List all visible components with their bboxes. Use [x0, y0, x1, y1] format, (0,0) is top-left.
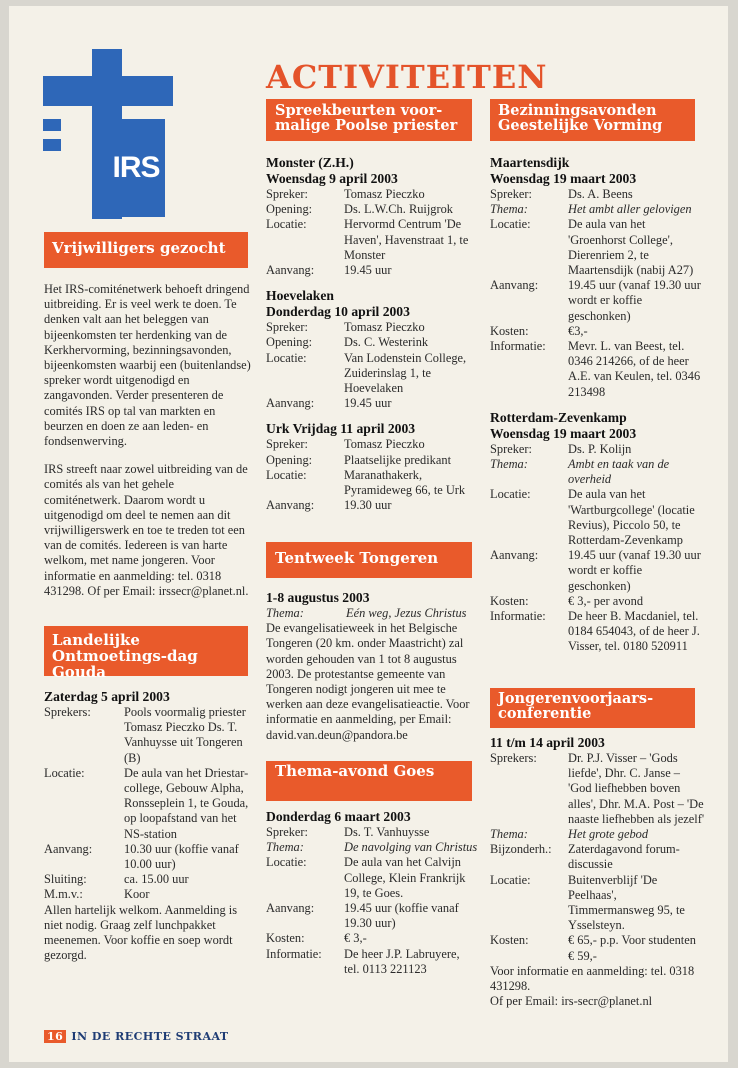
detail-value: De navolging van Christus [344, 840, 478, 855]
detail-value: €3,- [568, 323, 588, 338]
detail-row [490, 873, 705, 934]
detail-value: Dr. P.J. Visser – 'Gods liefde', Dhr. C. Janse – 'God liefhebben boven alles', Dhr. M.A. Post – 'De naaste liefhebben als jezelf' [568, 751, 705, 826]
heading-vrijwilligers: Vrijwilligers gezocht [44, 232, 248, 268]
detail-row [266, 187, 478, 202]
detail-value: De heer J.P. Labruyere, tel. 0113 221123 [344, 946, 460, 976]
detail-row [490, 324, 705, 339]
detail-row [490, 339, 705, 400]
jongeren-section [490, 735, 705, 1009]
detail-value: 19.45 uur [344, 396, 392, 411]
detail-row [266, 931, 478, 946]
detail-row [490, 442, 705, 457]
detail-value: Ds. T. Vanhuysse [344, 825, 430, 839]
intro-paragraph-1: Het IRS-comiténetwerk behoeft dringend uitbreiding. Er is veel werk te doen. Te denken valt aan het beleggen van bijeenkomsten ter herdenking van de Kerkhervorming, bezinningsavonden, bijeenkomsten waarbij een (buitenlandse) spreker wordt uitgenodigd en zangavonden. Verder presenteren de comités IRS op tal van markten en beurzen en doen ze aan leden- en fondsenwerving. [44, 282, 251, 449]
detail-label: Locatie: [266, 467, 307, 482]
detail-row [44, 872, 254, 887]
detail-row [266, 396, 478, 411]
detail-row [490, 278, 705, 324]
logo-cross-horizontal [43, 76, 173, 106]
detail-row [266, 901, 478, 931]
detail-row [490, 842, 705, 872]
detail-row [266, 498, 478, 513]
detail-label: Kosten: [490, 323, 529, 338]
irs-logo [43, 49, 173, 219]
detail-label: Sprekers: [44, 705, 91, 719]
detail-row [266, 468, 478, 498]
detail-value: Ds. P. Kolijn [568, 441, 632, 456]
detail-value: 19.45 uur (vanaf 19.30 uur wordt er koffie geschonken) [568, 278, 701, 323]
detail-value: 19.45 uur (koffie vanaf 19.30 uur) [344, 901, 459, 931]
logo-text: IRS [107, 119, 165, 217]
detail-value: De aula van het 'Groenhorst College', Dierenriem 2, te Maartensdijk (nabij A27) [568, 217, 694, 278]
detail-value: Plaatselijke predikant [344, 452, 452, 467]
detail-label: Locatie: [44, 765, 85, 780]
detail-row [266, 263, 478, 278]
detail-row [266, 202, 478, 217]
detail-row [490, 457, 705, 487]
tentweek-text: De evangelisatieweek in het Belgische Tongeren (20 km. onder Maastricht) zal worden gehouden van 1 tot 8 augustus 2003. De protestantse gemeente van Tongeren nodigt jongeren uit mee te werken aan deze evangelisatieactie. Voor informatie en aanmelding, per Email: david.van.deun@pandora.be [266, 621, 470, 742]
detail-value: Van Lodenstein College, Zuiderinslag 1, te Hoevelaken [344, 350, 467, 396]
detail-row [266, 320, 478, 335]
detail-row [44, 842, 254, 872]
hoevelaken-place: Hoevelaken [266, 288, 334, 304]
detail-label: Kosten: [490, 933, 529, 948]
detail-value: Koor [124, 887, 150, 902]
detail-value: Ambt en taak van de overheid [568, 457, 670, 487]
logo-squares [43, 119, 83, 159]
detail-value: Mevr. L. van Beest, tel. 0346 214266, of de heer A.E. van Keulen, tel. 0346 213498 [568, 339, 701, 399]
page-number: 16 [44, 1030, 66, 1043]
hoevelaken-date: Donderdag 10 april 2003 [266, 304, 410, 320]
detail-row [44, 887, 254, 902]
detail-value: 19.45 uur [344, 263, 392, 278]
detail-value: De aula van het Calvijn College, Klein Frankrijk 19, te Goes. [344, 855, 466, 900]
detail-value: Tomasz Pieczko [344, 320, 425, 335]
jongeren-date: 11 t/m 14 april 2003 [490, 735, 605, 750]
detail-value: Pools voormalig priester Tomasz Pieczko Ds. T. Vanhuysse uit Tongeren (B) [124, 705, 246, 765]
detail-value: Het grote gebod [568, 827, 649, 842]
detail-label: M.m.v.: [44, 887, 83, 902]
detail-label: Spreker: [266, 825, 308, 839]
detail-label: Spreker: [490, 441, 532, 456]
detail-row [44, 705, 254, 766]
detail-label: Opening: [266, 335, 313, 350]
detail-label: Locatie: [490, 872, 531, 887]
detail-label: Informatie: [490, 609, 546, 624]
detail-label: Locatie: [266, 217, 307, 232]
detail-value: 10.30 uur (koffie vanaf 10.00 uur) [124, 841, 239, 872]
detail-value: ca. 15.00 uur [124, 872, 189, 887]
goes-section [266, 809, 478, 977]
rotterdam-date: Woensdag 19 maart 2003 [490, 425, 637, 441]
detail-row [490, 751, 705, 827]
detail-value: Ds. C. Westerink [344, 335, 429, 350]
detail-label: Spreker: [266, 187, 308, 201]
detail-row [490, 827, 705, 842]
detail-label: Kosten: [266, 931, 305, 946]
tentweek-thema: Thema: Eén weg, Jezus Christus [266, 606, 467, 620]
spreekbeurten-section [266, 155, 478, 513]
heading-spreekbeurten: Spreekbeurten voor-malige Poolse priester [266, 99, 472, 141]
detail-label: Aanvang: [266, 498, 315, 513]
detail-row [490, 487, 705, 548]
detail-value: De heer B. Macdaniel, tel. 0184 654043, of de heer J. Visser, tel. 0180 520911 [568, 609, 700, 654]
page-title: ACTIVITEITEN [266, 58, 548, 96]
detail-row [266, 351, 478, 397]
detail-label: Opening: [266, 452, 313, 467]
detail-row [490, 202, 705, 217]
bezinning-section [490, 155, 705, 655]
detail-label: Informatie: [266, 946, 322, 961]
detail-label: Sprekers: [490, 751, 537, 765]
detail-row [266, 855, 478, 901]
detail-label: Aanvang: [44, 841, 93, 856]
detail-value: Maranathakerk, Pyramideweg 66, te Urk [344, 467, 466, 498]
detail-row [266, 453, 478, 468]
rotterdam-place: Rotterdam-Zevenkamp [490, 409, 627, 425]
heading-landelijke: Landelijke Ontmoetings-dag Gouda [44, 626, 248, 676]
detail-label: Aanvang: [266, 901, 315, 916]
detail-row [490, 217, 705, 278]
detail-row [490, 933, 705, 963]
detail-label: Kosten: [490, 593, 529, 608]
detail-value: € 3,- [344, 931, 367, 946]
heading-tentweek: Tentweek Tongeren [266, 542, 472, 578]
detail-value: Ds. A. Beens [568, 187, 633, 201]
detail-value: Tomasz Pieczko [344, 437, 425, 452]
detail-label: Locatie: [266, 350, 307, 365]
detail-value: Buitenverblijf 'De Peelhaas', Timmermansweg 95, te Ysselsteyn. [568, 872, 685, 933]
detail-row [266, 437, 478, 452]
detail-label: Locatie: [490, 217, 531, 232]
detail-row [266, 335, 478, 350]
jongeren-note-1: Voor informatie en aanmelding: tel. 0318 431298. [490, 963, 695, 994]
detail-label: Aanvang: [490, 548, 539, 563]
detail-row [490, 548, 705, 594]
detail-value: € 3,- per avond [568, 593, 644, 608]
page-footer [44, 1030, 229, 1043]
detail-value: 19.30 uur [344, 498, 392, 513]
intro-paragraph-2: IRS streeft naar zowel uitbreiding van de comités als van het gehele comiténetwerk. Daarom wordt u uitgenodigd om deel te nemen aan dit vrijwilligerswerk en toe te treden tot een van de comités. Iedereen is van harte welkom, met name jongeren. Voor informatie en aanmelding: tel. 0318 431298. Of per Email: irssecr@planet.nl. [44, 462, 249, 598]
detail-value: 19.45 uur (vanaf 19.30 uur wordt er koffie geschonken) [568, 548, 701, 593]
gouda-date: Zaterdag 5 april 2003 [44, 689, 170, 704]
detail-value: Ds. L.W.Ch. Ruijgrok [344, 202, 453, 217]
detail-row [266, 840, 478, 855]
detail-value: Hervormd Centrum 'De Haven', Havenstraat 1, te Monster [344, 217, 469, 262]
maartensdijk-place: Maartensdijk [490, 155, 570, 170]
vrijwilligers-text [44, 282, 252, 612]
detail-value: Tomasz Pieczko [344, 187, 425, 201]
heading-bezinning: Bezinningsavonden Geestelijke Vorming [490, 99, 695, 141]
detail-value: € 65,- p.p. Voor studenten € 59,- [568, 933, 696, 963]
monster-date: Woensdag 9 april 2003 [266, 171, 398, 186]
detail-row [44, 766, 254, 842]
detail-row [490, 594, 705, 609]
tentweek-section [266, 590, 478, 743]
jongeren-note-2: Of per Email: irs-secr@planet.nl [490, 994, 653, 1009]
detail-label: Thema: [266, 840, 304, 855]
detail-label: Spreker: [266, 437, 308, 452]
magazine-title: IN DE RECHTE STRAAT [71, 1030, 229, 1043]
detail-value: Zaterdagavond forum-discussie [568, 842, 680, 872]
detail-row [266, 825, 478, 840]
magazine-page [9, 6, 728, 1062]
monster-place: Monster (Z.H.) [266, 155, 354, 170]
detail-label: Thema: [490, 827, 528, 842]
tentweek-date: 1-8 augustus 2003 [266, 590, 370, 605]
gouda-section [44, 689, 254, 963]
detail-row [266, 947, 478, 977]
heading-jongeren: Jongerenvoorjaars-conferentie [490, 688, 695, 728]
detail-label: Thema: [490, 202, 528, 217]
detail-value: De aula van het Driestar-college, Gebouw Alpha, Ronsseplein 1, te Gouda, op loopafstand van het NS-station [124, 765, 249, 841]
detail-label: Thema: [490, 457, 528, 472]
urk-date: Urk Vrijdag 11 april 2003 [266, 421, 416, 437]
detail-label: Sluiting: [44, 872, 87, 887]
detail-row [490, 609, 705, 655]
detail-label: Spreker: [266, 320, 308, 335]
maartensdijk-date: Woensdag 19 maart 2003 [490, 171, 637, 186]
detail-row [266, 217, 478, 263]
detail-label: Informatie: [490, 339, 546, 354]
detail-label: Aanvang: [490, 278, 539, 293]
detail-label: Bijzonderh.: [490, 842, 552, 857]
detail-label: Aanvang: [266, 396, 315, 411]
heading-thema-avond: Thema-avond Goes [266, 761, 472, 801]
detail-label: Locatie: [490, 487, 531, 502]
detail-label: Opening: [266, 202, 313, 217]
goes-date: Donderdag 6 maart 2003 [266, 809, 411, 824]
detail-value: De aula van het 'Wartburgcollege' (locatie Revius), Piccolo 50, te Rotterdam-Zevenkamp [568, 487, 695, 548]
detail-value: Het ambt aller gelovigen [568, 202, 692, 217]
detail-label: Aanvang: [266, 263, 315, 278]
detail-label: Locatie: [266, 855, 307, 870]
detail-row [490, 187, 705, 202]
gouda-note: Allen hartelijk welkom. Aanmelding is niet nodig. Graag zelf lunchpakket meenemen. Voor koffie en soep wordt gezorgd. [44, 902, 238, 963]
detail-label: Spreker: [490, 187, 532, 201]
